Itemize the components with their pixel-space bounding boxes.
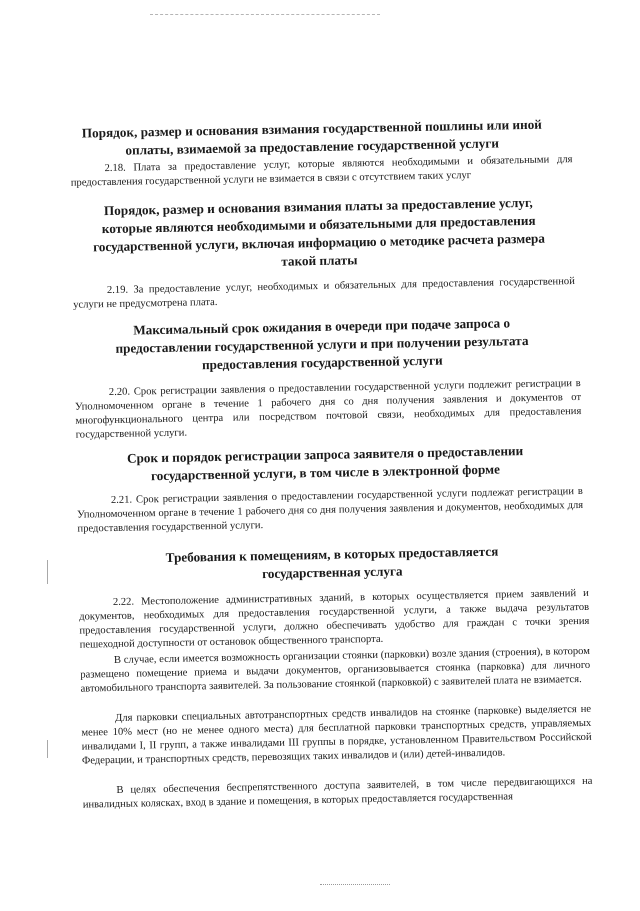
paragraph-2-20: 2.20. Срок регистрации заявления о предоставлении государственной услуги подлежит регистрации в Уполномоченном органе в течение 1 рабочего дня со дня получения заявления и документов от многофункционального центра или посредством почтовой связи, необходимых для предоставления государственной услуги. [75, 377, 582, 441]
section-heading: Срок и порядок регистрации запроса заявителя о предоставлении государственной услуги, в том числе в электронной форме [126, 443, 524, 484]
scan-artifact-bottom [320, 884, 390, 886]
paragraph-access: В целях обеспечения беспрепятственного доступа заявителей, в том числе передвигающихся на инвалидных колясках, вход в здание и помещения, в которых предоставляется государственная [82, 775, 593, 811]
section-heading: Порядок, размер и основания взимания платы за предоставление услуг, которые являются необходимыми и обязательными для предоставления государственной услуги, включая информацию о методике расчета размера такой платы [92, 194, 546, 269]
paragraph-2-22: 2.22. Местоположение административных зданий, в которых осуществляется прием заявлений и документов, необходимых для предоставления государственной услуги, а также выдача результатов предоставления государственной услуги, должно обеспечивать удобство для граждан с точки зрения пешеходной доступности от остановок общественного транспорта. [79, 587, 590, 651]
paragraph-disabled-parking: Для парковки специальных автотранспортных средств инвалидов на стоянке (парковке) выделяется не менее 10% мест (но не менее одного места) для бесплатной парковки транспортных средств, управляемых инвалидами I, II групп, а также инвалидами III группы в порядке, установленном Правительством Российской Федерации, и транспортных средств, перевозящих таких инвалидов и (или) детей-инвалидов. [81, 703, 592, 767]
section-heading: Порядок, размер и основания взимания государственной пошлины или иной оплаты, взимаемой за предоставление государственной услуги [81, 116, 542, 158]
paragraph-2-18: 2.18. Плата за предоставление услуг, которые являются необходимыми и обязательными для предоставления государственной услуги не взимается в связи с отсутствием таких услуг [70, 154, 573, 189]
paragraph-parking: В случае, если имеется возможность организации стоянки (парковки) возле здания (строения), в котором размещено помещение приема и выдачи документов, организовывается стоянка (парковка) для личного автомобильного транспорта заявителей. За пользование стоянкой (парковкой) с заявителей плата не взимается. [80, 645, 591, 695]
paragraph-2-21: 2.21. Срок регистрации заявления о предоставлении государственной услуги подлежат регистрации в Уполномоченном органе в течение 1 рабочего дня со дня получения заявления и документов, необходимых для предоставления государственной услуги. [77, 485, 584, 535]
section-heading: Максимальный срок ожидания в очереди при подаче запроса о предоставлении государственной услуги и при получении результата предоставления государственной услуги [115, 315, 529, 373]
section-heading: Требования к помещениям, в которых предоставляется государственная услуга [165, 543, 499, 582]
paragraph-2-19: 2.19. За предоставление услуг, необходимых и обязательных для предоставления государственной услуги не предусмотрена плата. [73, 276, 575, 311]
